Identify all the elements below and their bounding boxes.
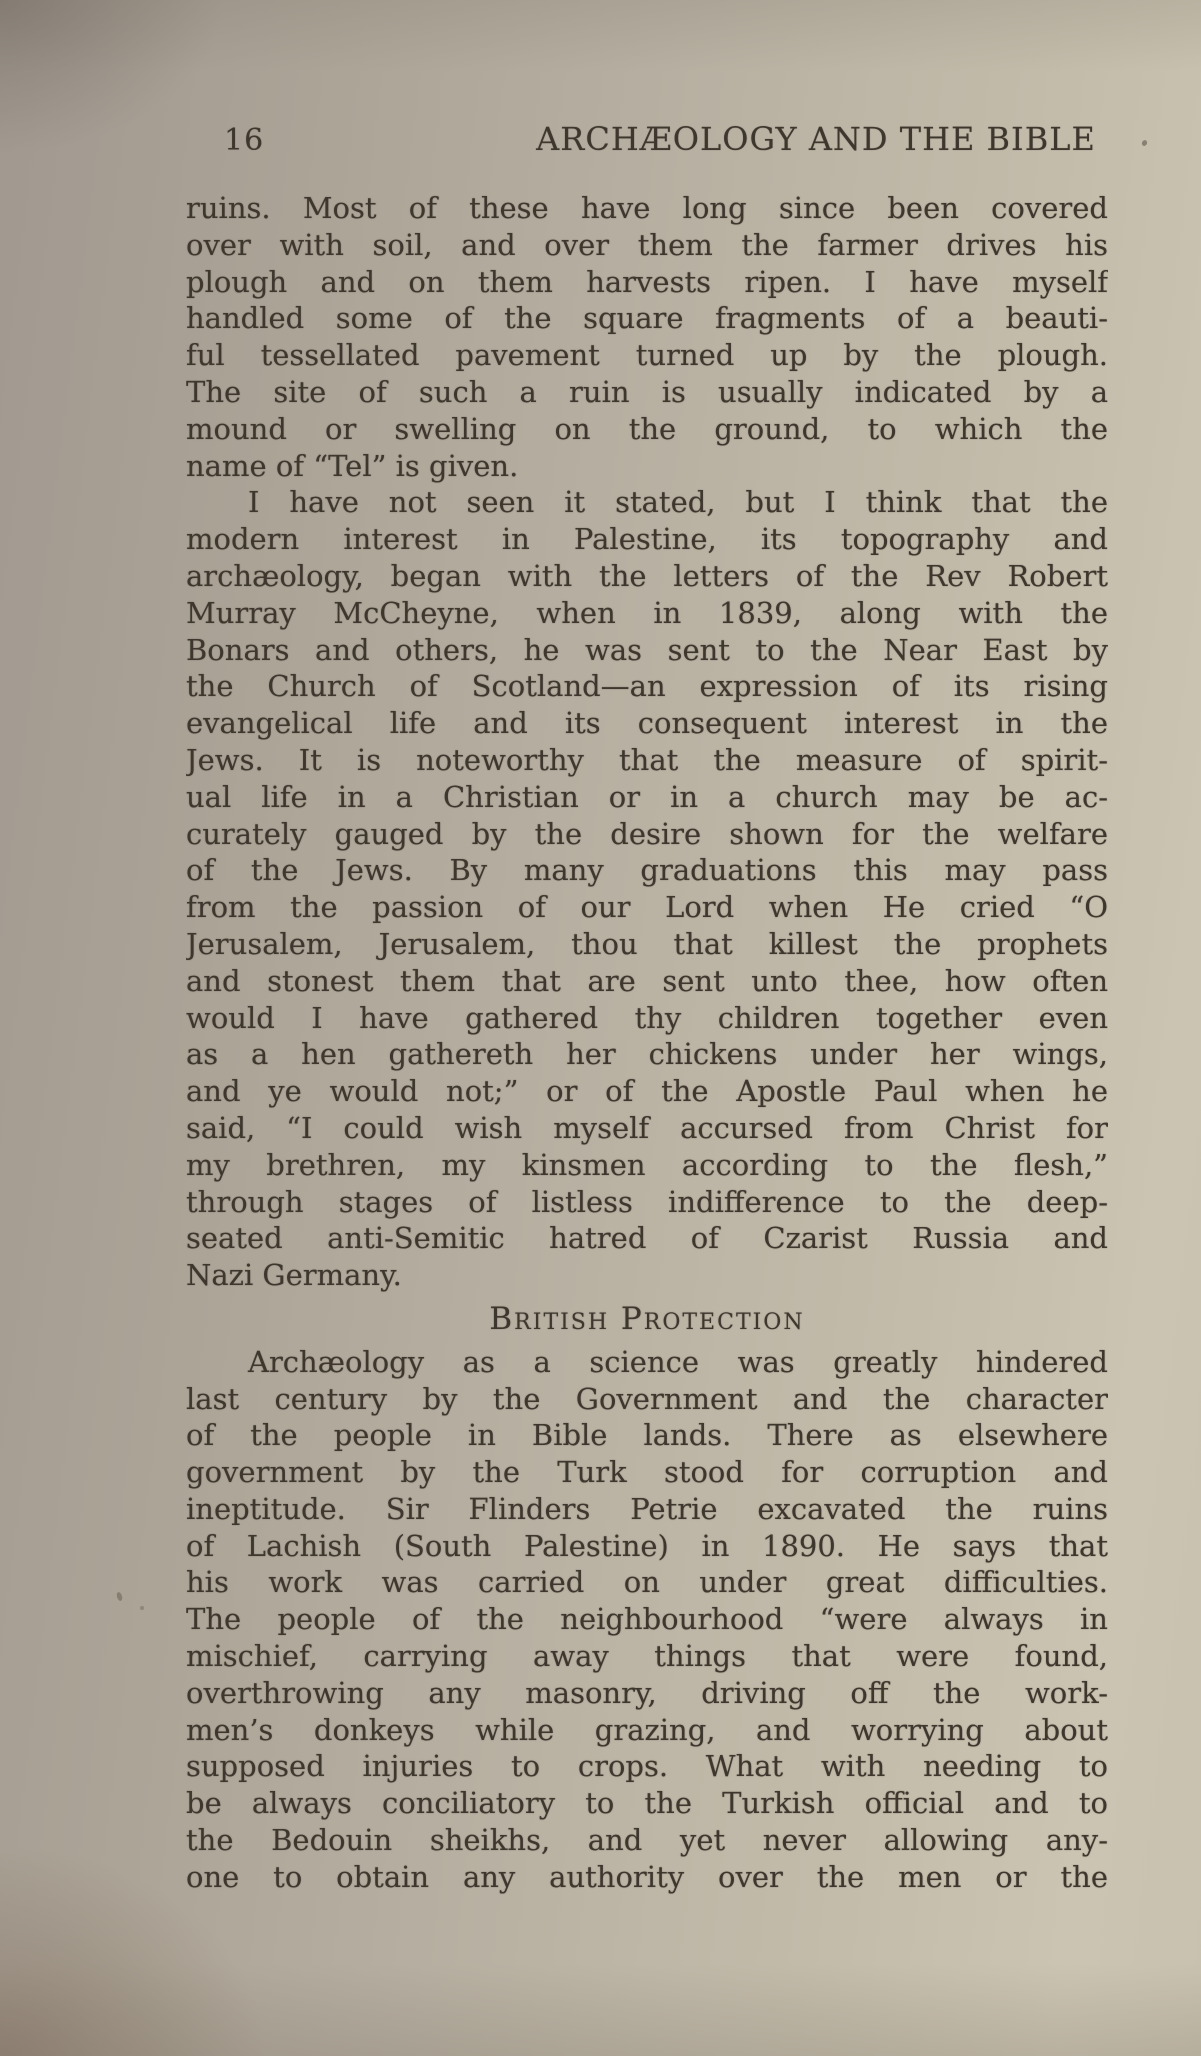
text-line: one to obtain any authority over the men or the: [186, 1859, 1108, 1894]
text-line: men’s donkeys while grazing, and worrying about: [186, 1712, 1108, 1747]
text-line: ruins. Most of these have long since been covered: [186, 191, 1108, 225]
text-line: said, “I could wish myself accursed from Christ for: [186, 1110, 1108, 1145]
text-line: plough and on them harvests ripen. I have myself: [186, 264, 1108, 299]
text-line: as a hen gathereth her chickens under her wings,: [186, 1037, 1108, 1072]
text-line: the Bedouin sheikhs, and yet never allowing any-: [186, 1823, 1108, 1858]
text-line: ual life in a Christian or in a church may be ac-: [186, 779, 1108, 814]
text-line: seated anti-Semitic hatred of Czarist Russia and: [186, 1221, 1108, 1256]
text-line: Jews. It is noteworthy that the measure of spirit-: [186, 742, 1108, 777]
text-line: handled some of the square fragments of a beauti-: [186, 301, 1108, 336]
text-line: my brethren, my kinsmen according to the flesh,”: [186, 1147, 1108, 1182]
text-line: of the Jews. By many graduations this may pass: [186, 853, 1108, 888]
text-line: mound or swelling on the ground, to which the: [186, 411, 1108, 446]
text-line: over with soil, and over them the farmer drives his: [186, 227, 1108, 262]
text-line: Murray McCheyne, when in 1839, along with the: [186, 595, 1108, 630]
text-line: name of “Tel” is given.: [186, 448, 519, 483]
text-line: The people of the neighbourhood “were always in: [186, 1602, 1108, 1637]
text-line: and ye would not;” or of the Apostle Paul when he: [186, 1074, 1108, 1109]
scan-speck: [1141, 139, 1148, 147]
text-line: be always conciliatory to the Turkish official and to: [186, 1786, 1108, 1821]
text-line: I have not seen it stated, but I think that the: [248, 485, 1108, 520]
text-line: The site of such a ruin is usually indicated by a: [186, 374, 1108, 409]
scan-speck: [116, 1591, 124, 1601]
text-line: Bonars and others, he was sent to the Near East by: [186, 632, 1108, 667]
text-line: last century by the Government and the character: [186, 1381, 1108, 1416]
text-block: [186, 190, 1108, 1896]
text-line: the Church of Scotland—an expression of its rising: [186, 669, 1108, 704]
text-line: overthrowing any masonry, driving off the work-: [186, 1675, 1108, 1710]
text-line: would I have gathered thy children together even: [186, 1000, 1108, 1035]
text-line: modern interest in Palestine, its topography and: [186, 522, 1108, 557]
text-line: curately gauged by the desire shown for the welfare: [186, 816, 1108, 851]
text-line: of the people in Bible lands. There as elsewhere: [186, 1418, 1108, 1453]
text-line: of Lachish (South Palestine) in 1890. He says that: [186, 1528, 1108, 1563]
text-line: evangelical life and its consequent interest in the: [186, 706, 1108, 741]
text-line: from the passion of our Lord when He cried “O: [186, 890, 1108, 925]
text-line: Nazi Germany.: [186, 1258, 402, 1293]
text-line: supposed injuries to crops. What with needing to: [186, 1749, 1108, 1784]
text-line: his work was carried on under great difficulties.: [186, 1565, 1108, 1600]
running-title: ARCHÆOLOGY AND THE BIBLE: [536, 120, 1096, 158]
scan-speck: [140, 1606, 144, 1610]
text-line: Archæology as a science was greatly hindered: [248, 1344, 1108, 1379]
text-line: mischief, carrying away things that were found,: [186, 1639, 1108, 1674]
text-line: government by the Turk stood for corruption and: [186, 1455, 1108, 1490]
text-line: Jerusalem, Jerusalem, thou that killest the prophets: [186, 926, 1108, 961]
text-line: ful tessellated pavement turned up by the plough.: [186, 338, 1108, 373]
page-number: 16: [224, 123, 265, 158]
text-line: and stonest them that are sent unto thee, how often: [186, 963, 1108, 998]
text-line: archæology, began with the letters of the Rev Robert: [186, 558, 1108, 593]
text-line: through stages of listless indifference to the deep-: [186, 1184, 1108, 1219]
section-heading: British Protection: [489, 1300, 805, 1337]
text-line: ineptitude. Sir Flinders Petrie excavated the ruins: [186, 1491, 1108, 1526]
